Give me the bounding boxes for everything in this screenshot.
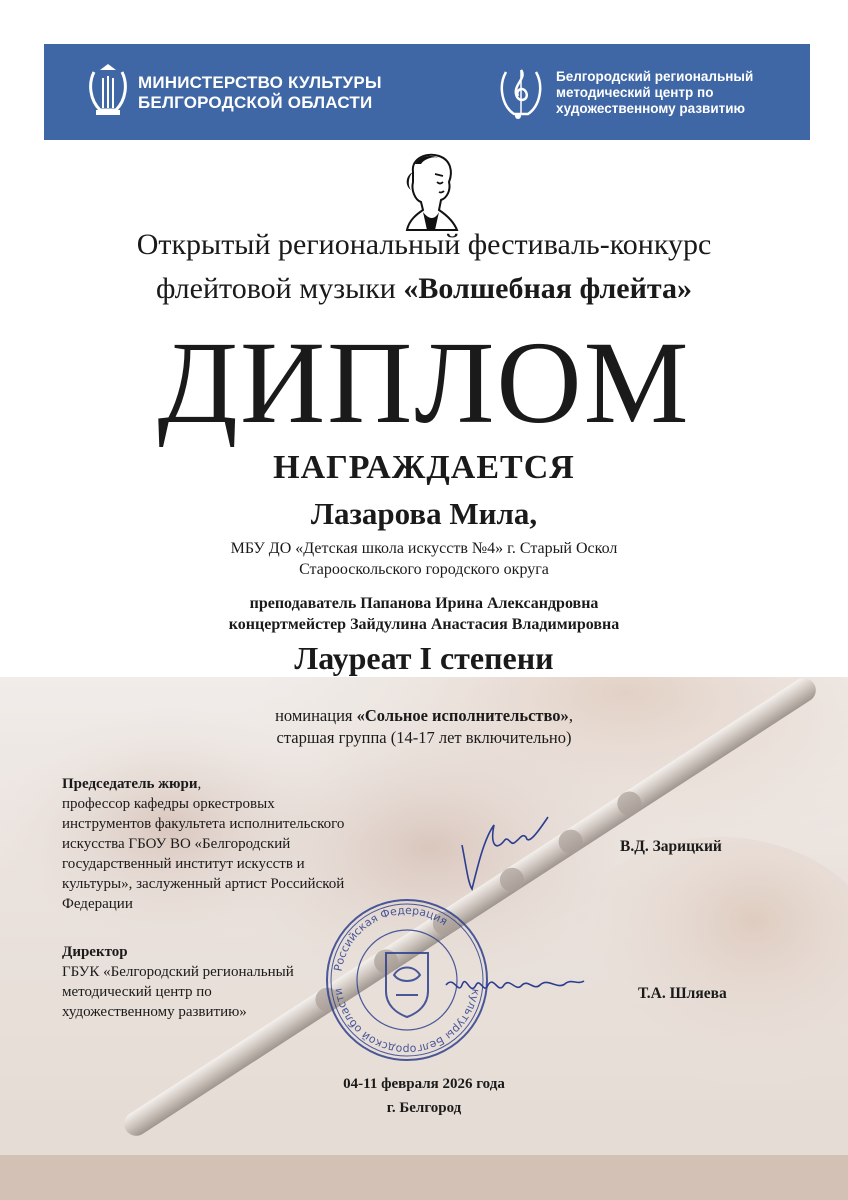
festival-line2: [0, 267, 848, 311]
lyre-icon: [86, 64, 130, 122]
nomination: [0, 705, 848, 749]
composer-portrait-icon: [395, 150, 463, 232]
header-banner: [44, 44, 810, 140]
director-signature: [440, 955, 590, 1015]
age-group: старшая группа (14-17 лет включительно): [276, 728, 572, 747]
jury-line: Федерации: [62, 896, 133, 912]
diploma-title: ДИПЛОМ: [157, 317, 691, 448]
director-line: художественному развитию»: [62, 1004, 247, 1020]
laureate-degree: Лауреат I степени: [294, 640, 554, 676]
teachers: [0, 593, 848, 635]
stamp-outer-text: Российская Федерация: [331, 903, 450, 973]
awarded-label: НАГРАЖДАЕТСЯ: [273, 449, 575, 486]
bottom-strip: [0, 1155, 848, 1200]
festival-title: [0, 223, 848, 311]
method-center-logo: [496, 62, 753, 124]
festival-line2-prefix: флейтовой музыки: [155, 272, 404, 305]
nomination-line: [0, 705, 848, 727]
festival-line1: Открытый региональный фестиваль-конкурс: [136, 228, 712, 261]
stamp-inner-text: культуры Белгородской области: [331, 987, 483, 1057]
treble-clef-lyre-icon: [496, 62, 546, 124]
festival-name: «Волшебная флейта»: [403, 272, 693, 305]
center-line1: Белгородский региональный: [556, 69, 754, 84]
jury-line: государственный институт искусств и: [62, 856, 305, 872]
director-line: ГБУК «Белгородский региональный: [62, 964, 294, 980]
ministry-logo: [86, 64, 382, 122]
nomination-prefix: номинация: [275, 706, 357, 725]
center-line2: методический центр по: [556, 85, 714, 100]
nomination-title: «Сольное исполнительство»: [356, 706, 569, 725]
ministry-line1: МИНИСТЕРСТВО КУЛЬТУРЫ: [138, 73, 382, 92]
accompanist-line: концертмейстер Зайдулина Анастасия Владимировна: [228, 616, 620, 633]
teacher-line: преподаватель Папанова Ирина Александровна: [249, 595, 599, 612]
jury-chair-heading-comma: ,: [197, 776, 202, 792]
jury-signature: [450, 805, 560, 895]
svg-text:Российская Федерация: [332, 904, 450, 972]
jury-line: искусства ГБОУ ВО «Белгородский: [62, 836, 291, 852]
director-signer: Т.А. Шляева: [638, 985, 727, 1002]
school-line2: Старооскольского городского округа: [299, 561, 549, 578]
director-heading: Директор: [62, 944, 128, 960]
nomination-suffix: ,: [568, 706, 573, 725]
center-line3: художественному развитию: [556, 101, 746, 116]
jury-chair-heading: Председатель жюри: [62, 776, 198, 792]
festival-dates: 04-11 февраля 2026 года: [343, 1076, 505, 1092]
school-line1: МБУ ДО «Детская школа искусств №4» г. Старый Оскол: [230, 540, 618, 557]
jury-line: культуры», заслуженный артист Российской: [62, 876, 345, 892]
director-line: методический центр по: [62, 984, 212, 1000]
festival-city: г. Белгород: [386, 1100, 462, 1116]
jury-chair-signer: В.Д. Зарицкий: [620, 838, 722, 855]
jury-line: профессор кафедры оркестровых: [62, 796, 275, 812]
recipient-name: Лазарова Мила,: [310, 496, 538, 531]
coat-of-arms-icon: [386, 953, 428, 1017]
jury-chair-block: [62, 774, 462, 914]
jury-line: инструментов факультета исполнительского: [62, 816, 345, 832]
recipient-school: [0, 538, 848, 580]
ministry-line2: БЕЛГОРОДСКОЙ ОБЛАСТИ: [138, 93, 373, 112]
